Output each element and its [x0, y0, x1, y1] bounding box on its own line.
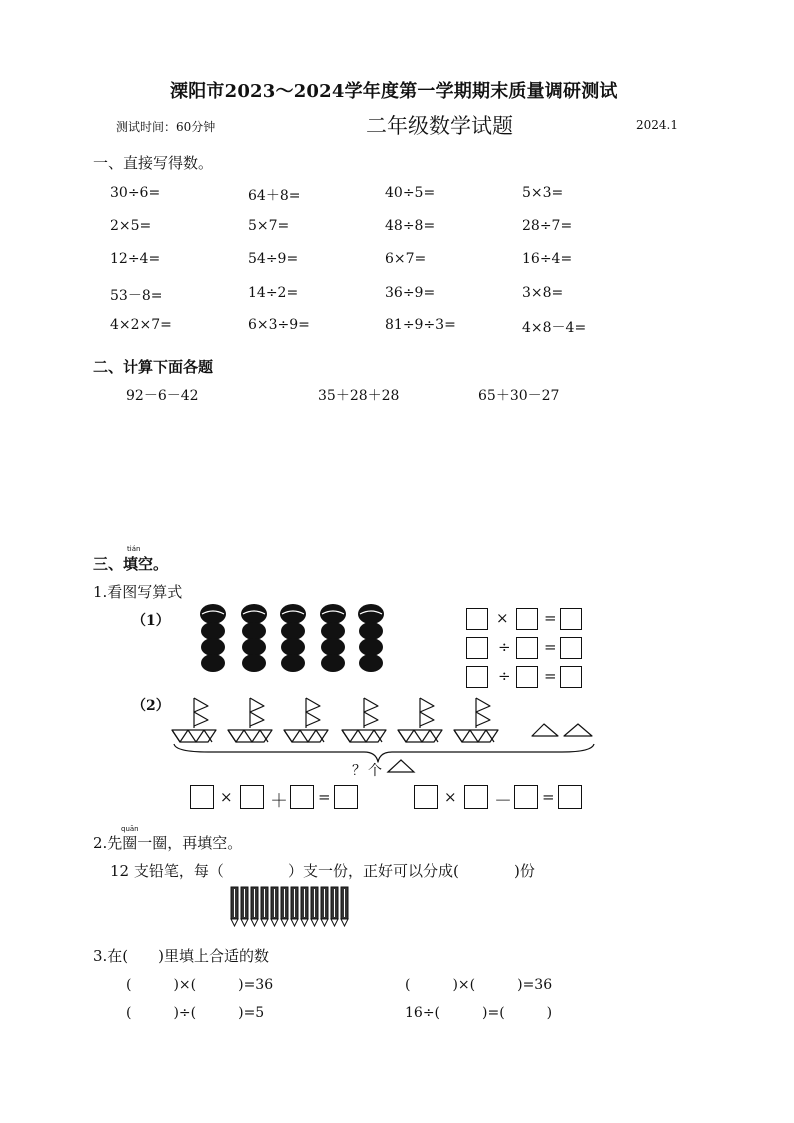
brace-icon: [174, 744, 594, 762]
mental-item: 36÷9=: [385, 285, 436, 301]
blob-group-figure: [196, 602, 386, 674]
exam-title: 溧阳市2023～2024学年度第一学期期末质量调研测试: [170, 81, 618, 102]
calc-item: 35＋28＋28: [318, 388, 400, 404]
pencil-icon: [301, 887, 308, 926]
q1-part1-label: （1）: [132, 613, 170, 629]
operator: =: [544, 609, 557, 627]
mental-item: 6×7=: [385, 251, 427, 267]
blob-column: [241, 604, 267, 672]
q2-text-c: )份: [514, 862, 535, 880]
fill-item[interactable]: ( )×( )=36: [405, 977, 553, 993]
answer-box[interactable]: [558, 785, 582, 809]
blob-column: [280, 604, 306, 672]
operator: =: [318, 788, 331, 806]
blob-column: [200, 604, 226, 672]
triangle-icon: [386, 758, 416, 774]
mental-item: 14÷2=: [248, 285, 299, 301]
pencil-icon: [251, 887, 258, 926]
operator: =: [544, 638, 557, 656]
answer-box[interactable]: [240, 785, 264, 809]
mental-item: 12÷4=: [110, 251, 161, 267]
mental-item: 53－8=: [110, 288, 163, 304]
exam-subtitle: 二年级数学试题: [366, 114, 513, 138]
answer-box[interactable]: [516, 637, 538, 659]
mental-item: 16÷4=: [522, 251, 573, 267]
calc-item: 92－6－42: [126, 388, 199, 404]
mental-item: 81÷9÷3=: [385, 317, 456, 333]
triangle-icon: [532, 724, 558, 736]
mental-item: 3×8=: [522, 285, 564, 301]
pinyin-tian: tián: [127, 545, 141, 553]
boat-icon: [228, 698, 272, 742]
operator: =: [542, 788, 555, 806]
q1-part2-label: （2）: [132, 698, 170, 714]
mental-item: 64＋8=: [248, 188, 301, 204]
blob-column: [320, 604, 346, 672]
fill-item[interactable]: ( )×( )=36: [126, 977, 274, 993]
q2-text-a: 12 支铅笔，每（: [110, 862, 224, 880]
answer-box[interactable]: [466, 637, 488, 659]
operator: ×: [444, 788, 457, 806]
question-mark: ？: [352, 763, 366, 779]
pencil-icon: [291, 887, 298, 926]
answer-box[interactable]: [464, 785, 488, 809]
pencil-icon: [261, 887, 268, 926]
mental-item: 5×7=: [248, 218, 290, 234]
exam-date: 2024.1: [636, 118, 678, 132]
answer-box[interactable]: [334, 785, 358, 809]
answer-box[interactable]: [290, 785, 314, 809]
operator: ÷: [498, 667, 511, 685]
answer-box[interactable]: [560, 608, 582, 630]
operator: =: [544, 667, 557, 685]
pencil-icon: [281, 887, 288, 926]
blob-column: [358, 604, 384, 672]
mental-item: 54÷9=: [248, 251, 299, 267]
pencil-icon: [321, 887, 328, 926]
time-note: 测试时间：60分钟: [116, 120, 216, 134]
operator: －: [494, 791, 512, 812]
pencil-icon: [271, 887, 278, 926]
mental-item: 48÷8=: [385, 218, 436, 234]
operator: ÷: [498, 638, 511, 656]
pencil-icon: [241, 887, 248, 926]
pencil-icon: [311, 887, 318, 926]
pencil-icon: [231, 887, 238, 926]
operator: ×: [496, 609, 509, 627]
pencil-icon: [331, 887, 338, 926]
pencil-icon: [341, 887, 348, 926]
triangle-icon: [564, 724, 592, 736]
answer-box[interactable]: [560, 666, 582, 688]
answer-box[interactable]: [466, 666, 488, 688]
boat-icon: [172, 698, 216, 742]
operator: ＋: [270, 791, 288, 812]
q3-label: 3.在( )里填上合适的数: [93, 947, 270, 965]
section3-heading: 三、填空。: [93, 555, 169, 573]
mental-item: 28÷7=: [522, 218, 573, 234]
answer-box[interactable]: [516, 666, 538, 688]
section2-heading: 二、计算下面各题: [93, 358, 214, 376]
mental-item: 6×3÷9=: [248, 317, 310, 333]
section1-heading: 一、直接写得数。: [93, 154, 214, 172]
answer-box[interactable]: [514, 785, 538, 809]
boat-icon: [454, 698, 498, 742]
fill-item[interactable]: ( )÷( )=5: [126, 1005, 265, 1021]
answer-box[interactable]: [466, 608, 488, 630]
boats-figure: [168, 692, 598, 782]
mental-item: 2×5=: [110, 218, 152, 234]
answer-box[interactable]: [414, 785, 438, 809]
mental-item: 5×3=: [522, 185, 564, 201]
boat-icon: [398, 698, 442, 742]
mental-item: 4×2×7=: [110, 317, 172, 333]
pencils-figure: [228, 883, 360, 927]
answer-box[interactable]: [190, 785, 214, 809]
calc-item: 65＋30－27: [478, 388, 560, 404]
boat-icon: [284, 698, 328, 742]
pinyin-quan: quān: [121, 825, 139, 833]
ge-label: 个: [368, 763, 382, 779]
mental-item: 30÷6=: [110, 185, 161, 201]
fill-item[interactable]: 16÷( )=( ): [405, 1005, 553, 1021]
operator: ×: [220, 788, 233, 806]
boat-icon: [342, 698, 386, 742]
q2-text-b: ）支一份，正好可以分成(: [288, 862, 459, 880]
q1-label: 1.看图写算式: [93, 583, 183, 601]
answer-box[interactable]: [560, 637, 582, 659]
answer-box[interactable]: [516, 608, 538, 630]
mental-item: 40÷5=: [385, 185, 436, 201]
mental-item: 4×8－4=: [522, 320, 587, 336]
q2-label: 2.先圈一圈，再填空。: [93, 834, 243, 852]
